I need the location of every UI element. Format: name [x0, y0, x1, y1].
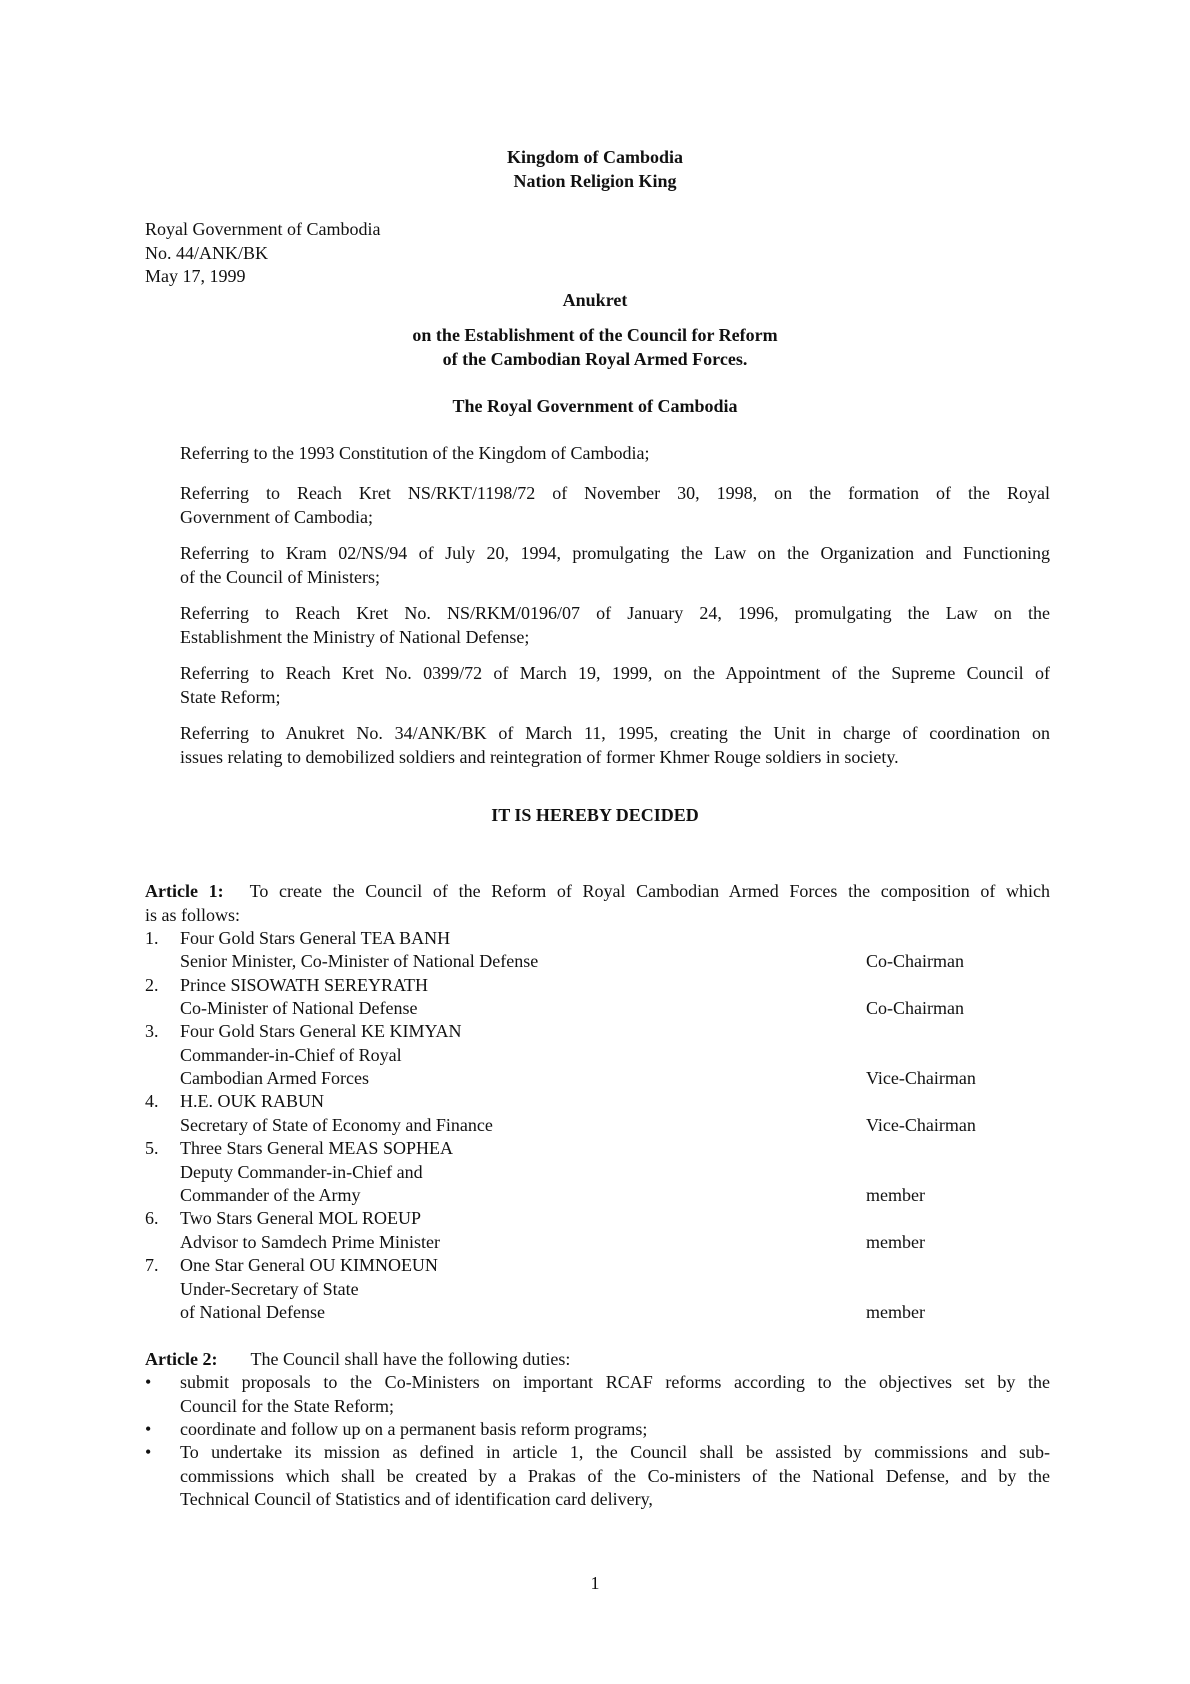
article-2-text: The Council shall have the following duties: — [250, 1349, 571, 1369]
member-number: 2. — [145, 975, 159, 995]
member-title: Advisor to Samdech Prime Minister — [180, 1232, 440, 1252]
member-role: member — [866, 1185, 925, 1205]
article-1-text: To create the Council of the Reform of Royal Cambodian Armed Forces the composition of which — [249, 881, 1050, 901]
member-role: Co-Chairman — [866, 998, 964, 1018]
duty-line: To undertake its mission as defined in article 1, the Council shall be assisted by commissions and sub- — [180, 1442, 1050, 1462]
header-kingdom: Kingdom of Cambodia — [506, 147, 684, 167]
article-1-intro — [145, 880, 1050, 927]
member-name: One Star General OU KIMNOEUN — [180, 1255, 438, 1275]
member-title: Co-Minister of National Defense — [180, 998, 418, 1018]
member-title: Senior Minister, Co-Minister of National Defense — [180, 951, 539, 971]
bullet-point: • — [145, 1419, 152, 1439]
reference-line: of the Council of Ministers; — [180, 566, 380, 587]
duty-line: submit proposals to the Co-Ministers on important RCAF reforms according to the objectives set by the — [180, 1372, 1050, 1392]
reference-line: Referring to Reach Kret No. NS/RKM/0196/07 of January 24, 1996, promulgating the Law on the — [180, 603, 1050, 623]
reference-line: Referring to the 1993 Constitution of the Kingdom of Cambodia; — [180, 443, 650, 463]
member-name: Two Stars General MOL ROEUP — [180, 1208, 422, 1228]
duty-item — [180, 1418, 1050, 1442]
member-number: 7. — [145, 1255, 159, 1275]
duty-line: Council for the State Reform; — [180, 1395, 394, 1416]
member-name: Four Gold Stars General TEA BANH — [180, 928, 451, 948]
member-name: Four Gold Stars General KE KIMYAN — [180, 1021, 462, 1041]
issuer-date: May 17, 1999 — [145, 266, 246, 286]
reference-line: State Reform; — [180, 686, 281, 707]
member-title: Deputy Commander-in-Chief and — [180, 1162, 423, 1182]
duty-line: coordinate and follow up on a permanent basis reform programs; — [180, 1419, 648, 1439]
reference-paragraph — [180, 542, 1050, 589]
member-name: Prince SISOWATH SEREYRATH — [180, 975, 429, 995]
member-title: Secretary of State of Economy and Finance — [180, 1115, 493, 1135]
reference-line: Government of Cambodia; — [180, 506, 373, 527]
duty-line: Technical Council of Statistics and of identification card delivery, — [180, 1489, 653, 1509]
issuer-number: No. 44/ANK/BK — [145, 243, 269, 263]
header-motto: Nation Religion King — [513, 171, 677, 191]
member-title: Commander of the Army — [180, 1185, 361, 1205]
member-title: Commander-in-Chief of Royal — [180, 1045, 402, 1065]
member-title: of National Defense — [180, 1302, 325, 1322]
reference-paragraph — [180, 442, 1050, 466]
bullet-point: • — [145, 1372, 152, 1392]
member-name: H.E. OUK RABUN — [180, 1091, 324, 1111]
title-type: Anukret — [562, 290, 628, 310]
reference-paragraph — [180, 602, 1050, 649]
reference-paragraph — [180, 722, 1050, 769]
member-number: 3. — [145, 1021, 159, 1041]
reference-line: issues relating to demobilized soldiers and reintegration of former Khmer Rouge soldiers in society. — [180, 746, 899, 767]
decision-heading: IT IS HEREBY DECIDED — [491, 805, 699, 825]
reference-paragraph — [180, 482, 1050, 529]
member-number: 6. — [145, 1208, 159, 1228]
page-number: 1 — [590, 1573, 600, 1593]
member-name: Three Stars General MEAS SOPHEA — [180, 1138, 453, 1158]
member-role: Vice-Chairman — [866, 1068, 976, 1088]
duty-item — [180, 1371, 1050, 1418]
member-role: Co-Chairman — [866, 951, 964, 971]
duty-line: commissions which shall be created by a Prakas of the Co-ministers of the National Defense, and by the — [180, 1465, 1050, 1486]
issuer-name: Royal Government of Cambodia — [145, 219, 381, 239]
article-2-intro — [145, 1348, 570, 1372]
member-title: Cambodian Armed Forces — [180, 1068, 369, 1088]
member-title: Under-Secretary of State — [180, 1279, 359, 1299]
title-line-2: of the Cambodian Royal Armed Forces. — [442, 349, 748, 369]
member-number: 4. — [145, 1091, 159, 1111]
article-1-label: Article 1: — [145, 881, 224, 901]
member-role: member — [866, 1232, 925, 1252]
reference-line: Referring to Reach Kret NS/RKT/1198/72 of November 30, 1998, on the formation of the Royal — [180, 483, 1050, 503]
reference-line: Referring to Anukret No. 34/ANK/BK of March 11, 1995, creating the Unit in charge of coordination on — [180, 723, 1050, 743]
member-role: member — [866, 1302, 925, 1322]
reference-line: Referring to Kram 02/NS/94 of July 20, 1994, promulgating the Law on the Organization and Functioning — [180, 543, 1050, 563]
member-number: 5. — [145, 1138, 159, 1158]
reference-paragraph — [180, 662, 1050, 709]
article-1-text-continued: is as follows: — [145, 904, 241, 925]
title-line-1: on the Establishment of the Council for Reform — [412, 325, 778, 345]
reference-line: Establishment the Ministry of National Defense; — [180, 626, 530, 647]
duty-item — [180, 1441, 1050, 1512]
article-2-label: Article 2: — [145, 1349, 218, 1369]
member-role: Vice-Chairman — [866, 1115, 976, 1135]
bullet-point: • — [145, 1442, 152, 1462]
title-authority: The Royal Government of Cambodia — [452, 396, 738, 416]
reference-line: Referring to Reach Kret No. 0399/72 of March 19, 1999, on the Appointment of the Supreme Council of — [180, 663, 1050, 683]
member-number: 1. — [145, 928, 159, 948]
